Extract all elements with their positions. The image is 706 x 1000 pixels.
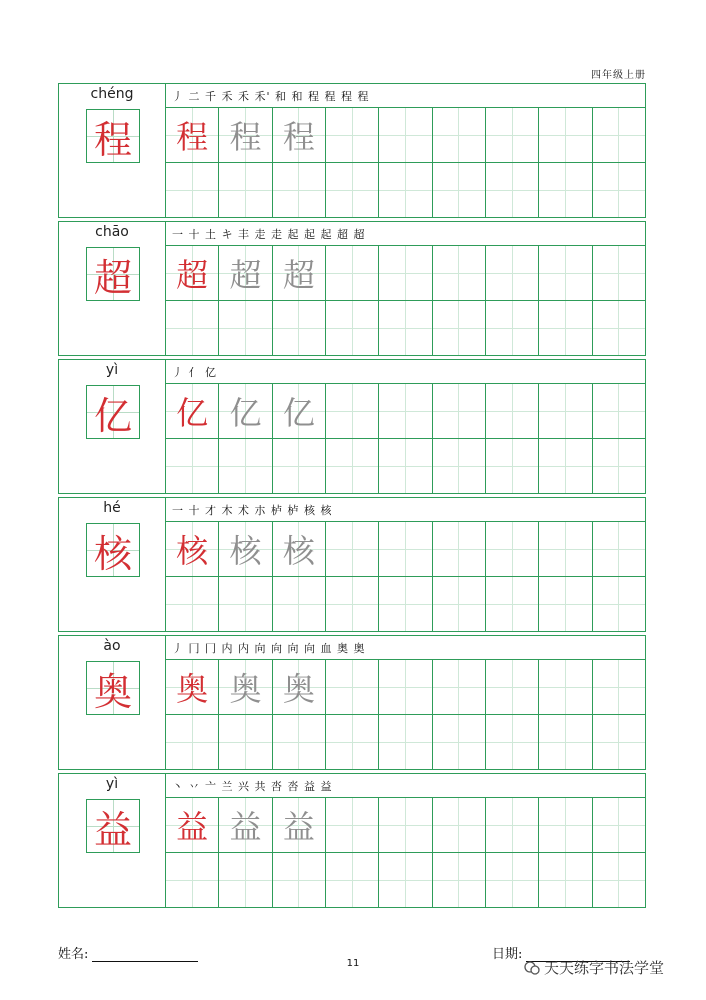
practice-cell[interactable] <box>273 660 326 714</box>
char-header <box>59 222 166 355</box>
main-char-cell <box>86 661 140 715</box>
practice-cell[interactable] <box>219 798 272 852</box>
grid-row <box>166 522 645 577</box>
practice-char: 益 <box>176 808 209 846</box>
practice-cell[interactable] <box>219 108 272 162</box>
char-header <box>59 498 166 631</box>
practice-grid <box>166 384 645 493</box>
practice-cell[interactable] <box>166 577 219 631</box>
practice-cell[interactable] <box>273 163 326 217</box>
pinyin: ào <box>103 638 121 654</box>
practice-cell[interactable] <box>166 798 219 852</box>
practice-cell[interactable] <box>379 715 432 769</box>
practice-cell[interactable] <box>433 715 486 769</box>
practice-cell[interactable] <box>326 439 379 493</box>
practice-cell[interactable] <box>433 798 486 852</box>
practice-char: 核 <box>229 532 262 570</box>
practice-cell[interactable] <box>273 798 326 852</box>
practice-cell[interactable] <box>219 163 272 217</box>
pinyin: chāo <box>95 224 129 240</box>
practice-char: 亿 <box>282 394 315 432</box>
practice-cell[interactable] <box>593 301 645 355</box>
pinyin: yì <box>105 776 119 792</box>
char-header <box>59 774 166 907</box>
char-header <box>59 84 166 217</box>
main-char: 亿 <box>93 393 132 438</box>
practice-char: 程 <box>176 118 209 156</box>
practice-cell[interactable] <box>379 384 432 438</box>
practice-cell[interactable] <box>539 108 592 162</box>
practice-cell[interactable] <box>593 853 645 907</box>
practice-grid <box>166 522 645 631</box>
grid-row <box>166 715 645 769</box>
practice-cell[interactable] <box>539 853 592 907</box>
practice-cell[interactable] <box>219 660 272 714</box>
practice-cell[interactable] <box>326 301 379 355</box>
practice-cell[interactable] <box>273 384 326 438</box>
name-label: 姓名: <box>58 947 89 962</box>
main-char: 超 <box>93 255 132 300</box>
practice-cell[interactable] <box>433 108 486 162</box>
grid-row <box>166 853 645 907</box>
practice-cell[interactable] <box>433 853 486 907</box>
practice-cell[interactable] <box>593 246 645 300</box>
practice-cell[interactable] <box>326 853 379 907</box>
practice-cell[interactable] <box>539 522 592 576</box>
grid-row <box>166 108 645 163</box>
practice-cell[interactable] <box>219 246 272 300</box>
practice-cell[interactable] <box>326 715 379 769</box>
practice-cell[interactable] <box>219 384 272 438</box>
practice-cell[interactable] <box>273 301 326 355</box>
main-char: 益 <box>93 807 132 852</box>
stroke-order: 一 十 土 キ 丰 走 走 起 起 起 超 超 <box>166 222 645 246</box>
practice-cell[interactable] <box>326 798 379 852</box>
practice-cell[interactable] <box>486 798 539 852</box>
practice-cell[interactable] <box>433 522 486 576</box>
char-block <box>58 83 646 218</box>
practice-cell[interactable] <box>166 522 219 576</box>
practice-cell[interactable] <box>539 163 592 217</box>
practice-cell[interactable] <box>593 163 645 217</box>
char-block <box>58 359 646 494</box>
practice-char: 亿 <box>229 394 262 432</box>
practice-cell[interactable] <box>433 246 486 300</box>
practice-char: 亿 <box>176 394 209 432</box>
wechat-icon <box>524 960 540 976</box>
practice-cell[interactable] <box>539 246 592 300</box>
grid-row <box>166 439 645 493</box>
practice-cell[interactable] <box>273 715 326 769</box>
practice-char: 益 <box>282 808 315 846</box>
practice-cell[interactable] <box>486 301 539 355</box>
practice-cell[interactable] <box>379 522 432 576</box>
practice-cell[interactable] <box>539 660 592 714</box>
practice-cell[interactable] <box>326 108 379 162</box>
practice-cell[interactable] <box>539 439 592 493</box>
practice-cell[interactable] <box>219 522 272 576</box>
practice-cell[interactable] <box>379 108 432 162</box>
grid-row <box>166 163 645 217</box>
practice-cell[interactable] <box>486 439 539 493</box>
practice-cell[interactable] <box>486 108 539 162</box>
practice-cell[interactable] <box>486 163 539 217</box>
main-char: 程 <box>93 117 132 162</box>
practice-cell[interactable] <box>273 108 326 162</box>
practice-char: 核 <box>176 532 209 570</box>
main-char-cell <box>86 523 140 577</box>
practice-cell[interactable] <box>593 439 645 493</box>
practice-cell[interactable] <box>379 439 432 493</box>
practice-cell[interactable] <box>593 384 645 438</box>
practice-cell[interactable] <box>379 577 432 631</box>
practice-grid <box>166 798 645 907</box>
main-char-cell <box>86 109 140 163</box>
practice-area <box>166 774 645 907</box>
practice-char: 奥 <box>282 670 315 708</box>
practice-cell[interactable] <box>593 715 645 769</box>
practice-cell[interactable] <box>326 163 379 217</box>
practice-cell[interactable] <box>379 246 432 300</box>
practice-char: 益 <box>229 808 262 846</box>
practice-cell[interactable] <box>219 853 272 907</box>
practice-cell[interactable] <box>273 853 326 907</box>
practice-cell[interactable] <box>593 108 645 162</box>
char-block <box>58 635 646 770</box>
practice-cell[interactable] <box>593 577 645 631</box>
main-char: 核 <box>93 531 132 576</box>
watermark-text: 天天练字书法学堂 <box>544 959 665 977</box>
main-char: 奥 <box>93 669 132 714</box>
practice-grid <box>166 108 645 217</box>
practice-char: 程 <box>229 118 262 156</box>
practice-char: 超 <box>229 256 262 294</box>
practice-char: 核 <box>282 532 315 570</box>
grade-label: 四年级上册 <box>591 70 646 81</box>
practice-cell[interactable] <box>593 798 645 852</box>
practice-cell[interactable] <box>326 577 379 631</box>
pinyin: yì <box>105 362 119 378</box>
practice-cell[interactable] <box>166 384 219 438</box>
practice-cell[interactable] <box>219 439 272 493</box>
practice-cell[interactable] <box>166 163 219 217</box>
practice-char: 奥 <box>176 670 209 708</box>
practice-cell[interactable] <box>273 577 326 631</box>
practice-cell[interactable] <box>486 246 539 300</box>
main-char-cell <box>86 385 140 439</box>
practice-cell[interactable] <box>593 522 645 576</box>
practice-cell[interactable] <box>539 577 592 631</box>
practice-cell[interactable] <box>326 660 379 714</box>
main-char-cell <box>86 247 140 301</box>
practice-char: 奥 <box>229 670 262 708</box>
practice-cell[interactable] <box>433 163 486 217</box>
practice-cell[interactable] <box>486 522 539 576</box>
pinyin: hé <box>103 500 121 516</box>
practice-area <box>166 222 645 355</box>
practice-area <box>166 84 645 217</box>
page-number: 11 <box>346 958 360 969</box>
practice-grid <box>166 246 645 355</box>
practice-cell[interactable] <box>166 301 219 355</box>
practice-cell[interactable] <box>219 715 272 769</box>
watermark <box>524 957 664 978</box>
practice-cell[interactable] <box>539 798 592 852</box>
stroke-order: 丿 冂 冂 内 内 向 向 向 向 血 奥 奥 <box>166 636 645 660</box>
practice-char: 超 <box>176 256 209 294</box>
grid-row <box>166 246 645 301</box>
practice-cell[interactable] <box>219 301 272 355</box>
practice-cell[interactable] <box>379 660 432 714</box>
practice-area <box>166 498 645 631</box>
char-block <box>58 497 646 632</box>
practice-cell[interactable] <box>326 384 379 438</box>
practice-cell[interactable] <box>433 577 486 631</box>
practice-cell[interactable] <box>433 384 486 438</box>
char-block <box>58 221 646 356</box>
practice-cell[interactable] <box>379 301 432 355</box>
practice-char: 程 <box>282 118 315 156</box>
practice-cell[interactable] <box>539 301 592 355</box>
grid-row <box>166 577 645 631</box>
practice-cell[interactable] <box>166 108 219 162</box>
practice-cell[interactable] <box>486 577 539 631</box>
practice-cell[interactable] <box>166 853 219 907</box>
pinyin: chéng <box>90 86 134 102</box>
grid-row <box>166 660 645 715</box>
practice-cell[interactable] <box>166 715 219 769</box>
practice-cell[interactable] <box>273 522 326 576</box>
practice-cell[interactable] <box>433 660 486 714</box>
practice-cell[interactable] <box>273 246 326 300</box>
grid-row <box>166 384 645 439</box>
stroke-order: 丶 丷 亠 兰 兴 共 呇 呇 益 益 <box>166 774 645 798</box>
date-label: 日期: <box>492 947 523 962</box>
practice-cell[interactable] <box>379 853 432 907</box>
practice-cell[interactable] <box>326 522 379 576</box>
practice-area <box>166 360 645 493</box>
practice-cell[interactable] <box>273 439 326 493</box>
practice-cell[interactable] <box>486 853 539 907</box>
practice-area <box>166 636 645 769</box>
stroke-order: 丿 二 千 禾 禾 禾' 和 和 程 程 程 程 <box>166 84 645 108</box>
practice-cell[interactable] <box>486 715 539 769</box>
practice-cell[interactable] <box>219 577 272 631</box>
main-char-cell <box>86 799 140 853</box>
grid-row <box>166 301 645 355</box>
practice-cell[interactable] <box>379 163 432 217</box>
practice-char: 超 <box>282 256 315 294</box>
practice-cell[interactable] <box>166 246 219 300</box>
stroke-order: 一 十 才 木 术 朩 栌 栌 核 核 <box>166 498 645 522</box>
practice-cell[interactable] <box>539 715 592 769</box>
practice-grid <box>166 660 645 769</box>
practice-cell[interactable] <box>486 384 539 438</box>
practice-cell[interactable] <box>539 384 592 438</box>
practice-cell[interactable] <box>166 660 219 714</box>
char-header <box>59 360 166 493</box>
practice-cell[interactable] <box>166 439 219 493</box>
practice-cell[interactable] <box>326 246 379 300</box>
practice-cell[interactable] <box>433 301 486 355</box>
grid-row <box>166 798 645 853</box>
practice-cell[interactable] <box>433 439 486 493</box>
practice-cell[interactable] <box>486 660 539 714</box>
char-header <box>59 636 166 769</box>
char-block <box>58 773 646 908</box>
practice-cell[interactable] <box>593 660 645 714</box>
practice-cell[interactable] <box>379 798 432 852</box>
stroke-order: 丿 亻 亿 <box>166 360 645 384</box>
